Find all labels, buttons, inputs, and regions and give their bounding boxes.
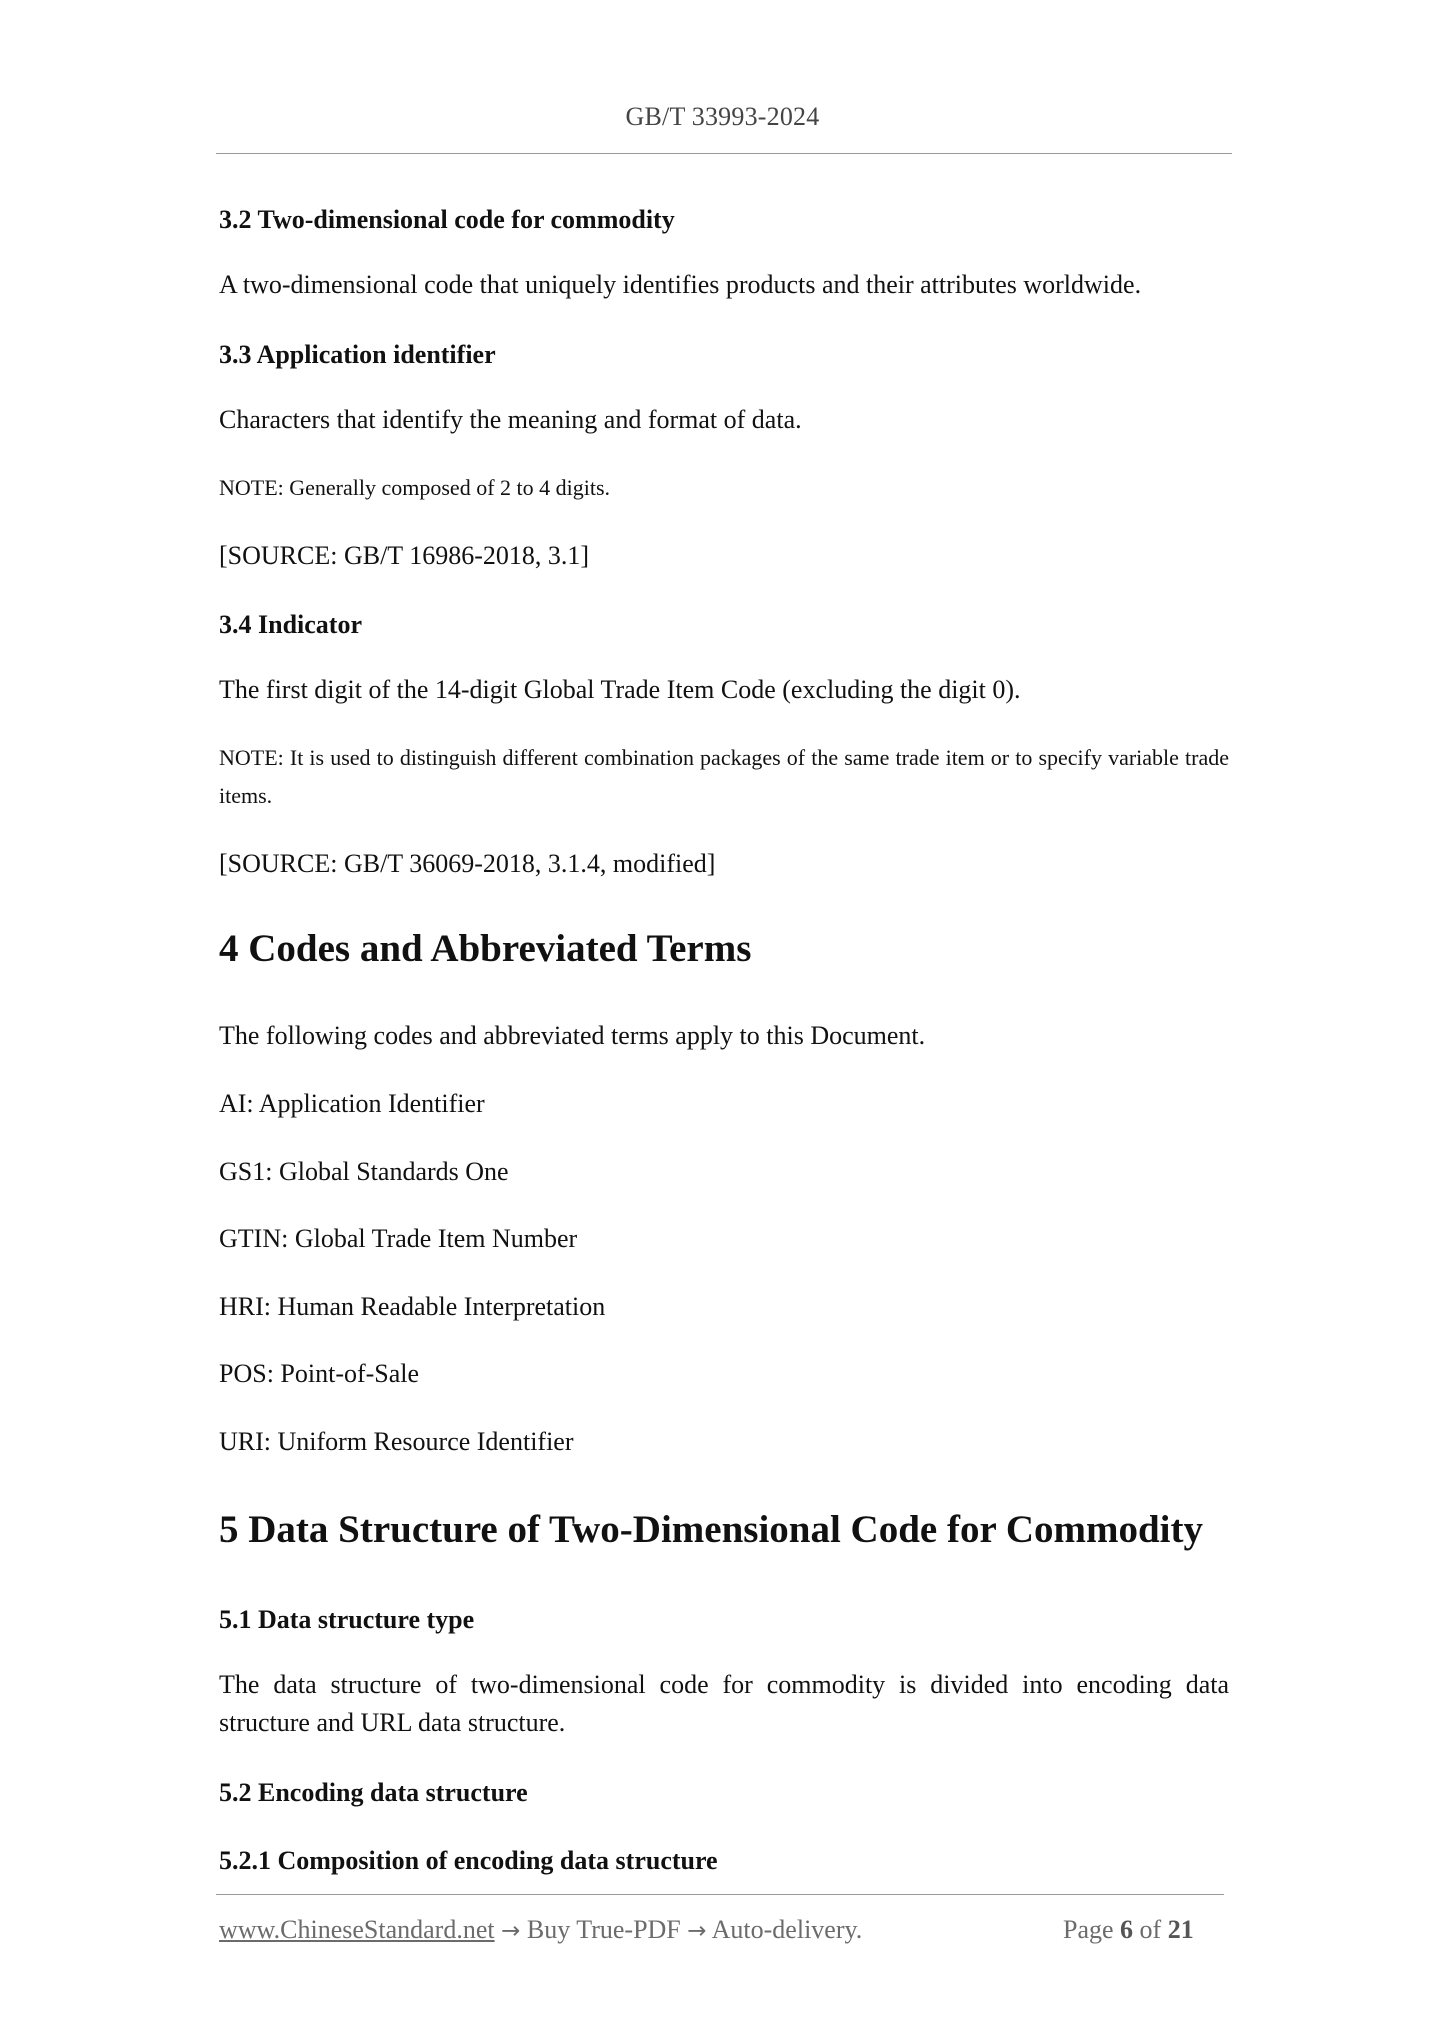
right-arrow-icon: →: [687, 1918, 707, 1944]
heading-5-2-1: 5.2.1 Composition of encoding data structure: [219, 1846, 718, 1875]
heading-5-1: 5.1 Data structure type: [219, 1605, 475, 1634]
abbreviation-item: GTIN: Global Trade Item Number: [219, 1224, 578, 1253]
of-label: of: [1139, 1915, 1162, 1944]
abbreviation-item: HRI: Human Readable Interpretation: [219, 1292, 606, 1321]
intro-4: The following codes and abbreviated terms apply to this Document.: [219, 1021, 926, 1050]
note-3-3: NOTE: Generally composed of 2 to 4 digits.: [219, 475, 611, 500]
source-3-3: [SOURCE: GB/T 16986-2018, 3.1]: [219, 541, 590, 570]
abbreviation-item: GS1: Global Standards One: [219, 1157, 509, 1186]
buy-true-pdf-text: Buy True-PDF: [526, 1915, 681, 1944]
heading-3-2: 3.2 Two-dimensional code for commodity: [219, 205, 675, 234]
text-5-1: The data structure of two-dimensional code for commodity is divided into encoding data structure and URL data structure.: [219, 1670, 1229, 1737]
abbreviation-item: AI: Application Identifier: [219, 1089, 485, 1118]
definition-3-4: The first digit of the 14-digit Global Trade Item Code (excluding the digit 0).: [219, 675, 1021, 704]
heading-5-2: 5.2 Encoding data structure: [219, 1778, 528, 1807]
footer-divider: [216, 1894, 1224, 1895]
note-3-4: NOTE: It is used to distinguish different combination packages of the same trade item or to specify variable trade items.: [219, 745, 1229, 808]
heading-5: 5 Data Structure of Two-Dimensional Code for Commodity: [219, 1508, 1203, 1551]
page-label: Page: [1063, 1915, 1114, 1944]
definition-3-2: A two-dimensional code that uniquely identifies products and their attributes worldwide.: [219, 270, 1142, 299]
total-page-number: 21: [1167, 1915, 1194, 1944]
page-header-standard-number: GB/T 33993-2024: [625, 102, 820, 131]
abbreviation-item: URI: Uniform Resource Identifier: [219, 1427, 574, 1456]
source-3-4: [SOURCE: GB/T 36069-2018, 3.1.4, modified]: [219, 849, 716, 878]
heading-4: 4 Codes and Abbreviated Terms: [219, 927, 752, 970]
current-page-number: 6: [1120, 1915, 1134, 1944]
header-divider: [216, 153, 1232, 154]
heading-3-3: 3.3 Application identifier: [219, 340, 496, 369]
auto-delivery-text: Auto-delivery.: [711, 1915, 863, 1944]
heading-3-4: 3.4 Indicator: [219, 610, 362, 639]
abbreviation-item: POS: Point-of-Sale: [219, 1359, 420, 1388]
definition-3-3: Characters that identify the meaning and format of data.: [219, 405, 802, 434]
right-arrow-icon: →: [501, 1918, 521, 1944]
site-link[interactable]: www.ChineseStandard.net: [219, 1915, 495, 1944]
page-indicator: [1063, 1912, 1194, 1948]
footer-purchase-line: [219, 1912, 862, 1949]
